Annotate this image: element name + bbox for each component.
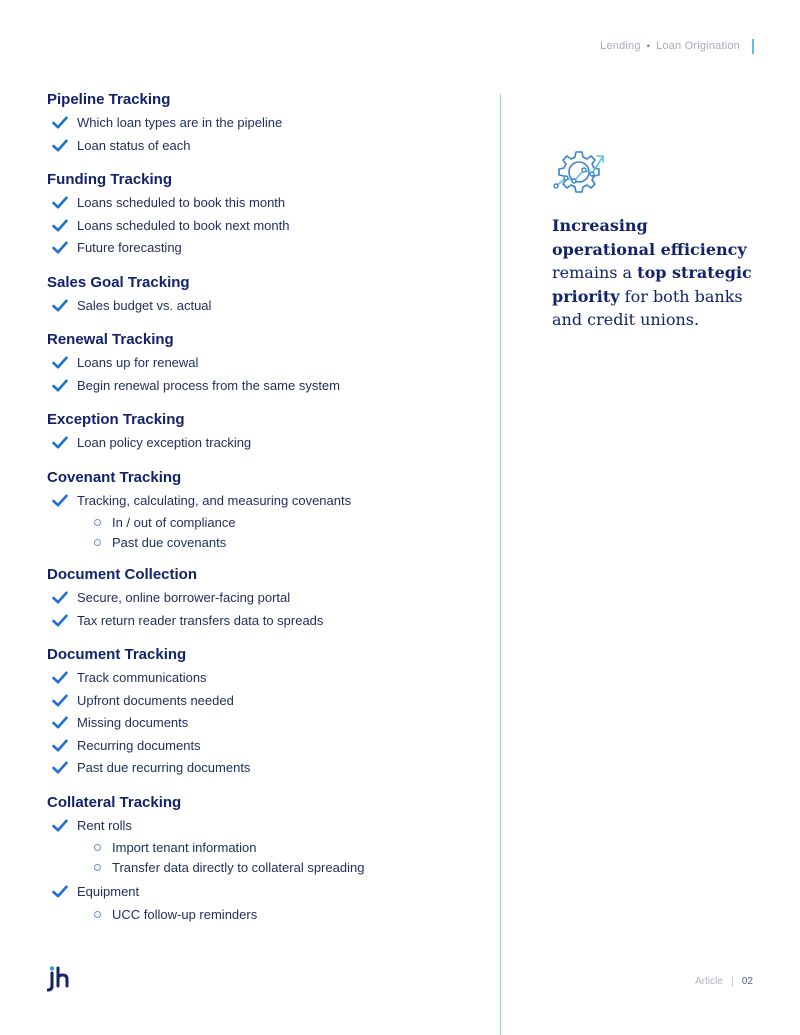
sub-list <box>47 905 487 925</box>
callout-panel <box>552 148 752 332</box>
list-item-label: Loans scheduled to book next month <box>77 217 290 233</box>
list-item <box>47 881 487 904</box>
section <box>47 565 487 632</box>
column-divider <box>500 94 501 1035</box>
section <box>47 170 487 260</box>
checkmark-icon <box>52 379 68 392</box>
checkmark-icon <box>52 885 68 898</box>
list-item-label: Sales budget vs. actual <box>77 297 212 313</box>
list-item <box>47 112 487 135</box>
checkmark-icon <box>52 591 68 604</box>
checkmark-icon <box>52 614 68 627</box>
list-item-label: Equipment <box>77 884 140 899</box>
list-item-label: Past due recurring documents <box>77 760 251 775</box>
sub-list-item <box>47 905 487 925</box>
breadcrumb-separator: • <box>646 41 651 51</box>
sub-list-item <box>47 533 487 553</box>
list-item <box>47 815 487 838</box>
footer-label: Article <box>695 976 723 987</box>
sub-list-item-label: In / out of compliance <box>112 515 236 530</box>
circle-bullet-icon <box>94 844 101 851</box>
gear-chart-icon <box>552 148 608 198</box>
breadcrumb <box>600 40 740 52</box>
section-title: Sales Goal Tracking <box>47 273 190 291</box>
tracking-list <box>47 90 487 937</box>
checkmark-icon <box>52 671 68 684</box>
checkmark-icon <box>52 739 68 752</box>
list-item-label: Begin renewal process from the same system <box>77 377 340 393</box>
circle-bullet-icon <box>94 519 101 526</box>
section-title: Document Collection <box>47 566 198 583</box>
checkmark-icon <box>52 761 68 774</box>
sub-list-item <box>47 513 487 533</box>
footer-separator <box>732 976 733 987</box>
circle-bullet-icon <box>94 911 101 918</box>
list-item <box>47 432 487 455</box>
page-footer <box>695 976 753 987</box>
sub-list-item-label: Import tenant information <box>112 840 257 855</box>
list-item <box>47 215 487 238</box>
list-item-label: Tracking, calculating, and measuring covenants <box>77 492 352 508</box>
callout-emphasis: Increasing operational efficiency <box>552 216 747 259</box>
list-item-label: Future forecasting <box>77 240 182 255</box>
callout-emphasis: top strategic priority <box>552 263 752 306</box>
sub-list-item-label: Transfer data directly to collateral spreading <box>112 859 365 875</box>
callout-text: for both banks and credit unions. <box>552 286 743 329</box>
sub-list-item-label: UCC follow-up reminders <box>112 906 258 922</box>
checkmark-icon <box>52 219 68 232</box>
checkmark-icon <box>52 356 68 369</box>
page-number: 02 <box>741 976 753 987</box>
checkmark-icon <box>52 716 68 729</box>
sub-list-item-label: Past due covenants <box>112 534 227 550</box>
header-accent-bar <box>752 39 754 54</box>
list-item-label: Tax return reader transfers data to spreads <box>77 612 324 628</box>
list-item-label: Loan status of each <box>77 137 191 153</box>
list-item-label: Secure, online borrower-facing portal <box>77 590 291 605</box>
section-title: Collateral Tracking <box>47 793 182 811</box>
sub-list <box>47 838 487 877</box>
list-item <box>47 667 487 690</box>
list-item-label: Loans scheduled to book this month <box>77 195 286 210</box>
section <box>47 645 487 780</box>
list-item-label: Loans up for renewal <box>77 355 199 370</box>
section <box>47 90 487 157</box>
sub-list <box>47 513 487 552</box>
checkmark-icon <box>52 241 68 254</box>
checkmark-icon <box>52 694 68 707</box>
list-item-label: Which loan types are in the pipeline <box>77 115 283 130</box>
section-title: Renewal Tracking <box>47 331 174 348</box>
checkmark-icon <box>52 494 68 507</box>
breadcrumb-item-lending[interactable]: Lending <box>600 40 641 52</box>
list-item <box>47 735 487 758</box>
circle-bullet-icon <box>94 864 101 871</box>
jh-logo <box>47 966 69 992</box>
list-item <box>47 587 487 610</box>
list-item <box>47 237 487 260</box>
list-item <box>47 610 487 633</box>
callout-quote <box>552 214 752 332</box>
section <box>47 793 487 925</box>
checkmark-icon <box>52 436 68 449</box>
callout-text: remains a <box>552 263 638 282</box>
section-title: Covenant Tracking <box>47 468 182 486</box>
list-item <box>47 712 487 735</box>
section <box>47 468 487 553</box>
list-item <box>47 295 487 318</box>
sub-list-item <box>47 858 487 878</box>
breadcrumb-item-loan-origination[interactable]: Loan Origination <box>656 40 740 52</box>
section <box>47 410 487 455</box>
checkmark-icon <box>52 299 68 312</box>
sub-list-item <box>47 838 487 858</box>
section-title: Pipeline Tracking <box>47 91 171 108</box>
list-item <box>47 757 487 780</box>
list-item-label: Rent rolls <box>77 817 132 833</box>
checkmark-icon <box>52 819 68 832</box>
section-title: Document Tracking <box>47 646 187 663</box>
checkmark-icon <box>52 139 68 152</box>
list-item-label: Upfront documents needed <box>77 692 234 708</box>
list-item <box>47 352 487 375</box>
section-title: Funding Tracking <box>47 171 173 188</box>
list-item <box>47 192 487 215</box>
list-item-label: Loan policy exception tracking <box>77 435 252 450</box>
list-item <box>47 690 487 713</box>
list-item-label: Recurring documents <box>77 737 201 753</box>
list-item-label: Missing documents <box>77 715 189 730</box>
list-item <box>47 490 487 513</box>
list-item-label: Track communications <box>77 670 207 685</box>
list-item <box>47 135 487 158</box>
section-title: Exception Tracking <box>47 411 185 428</box>
checkmark-icon <box>52 116 68 129</box>
section <box>47 330 487 397</box>
circle-bullet-icon <box>94 539 101 546</box>
list-item <box>47 375 487 398</box>
section <box>47 273 487 318</box>
checkmark-icon <box>52 196 68 209</box>
